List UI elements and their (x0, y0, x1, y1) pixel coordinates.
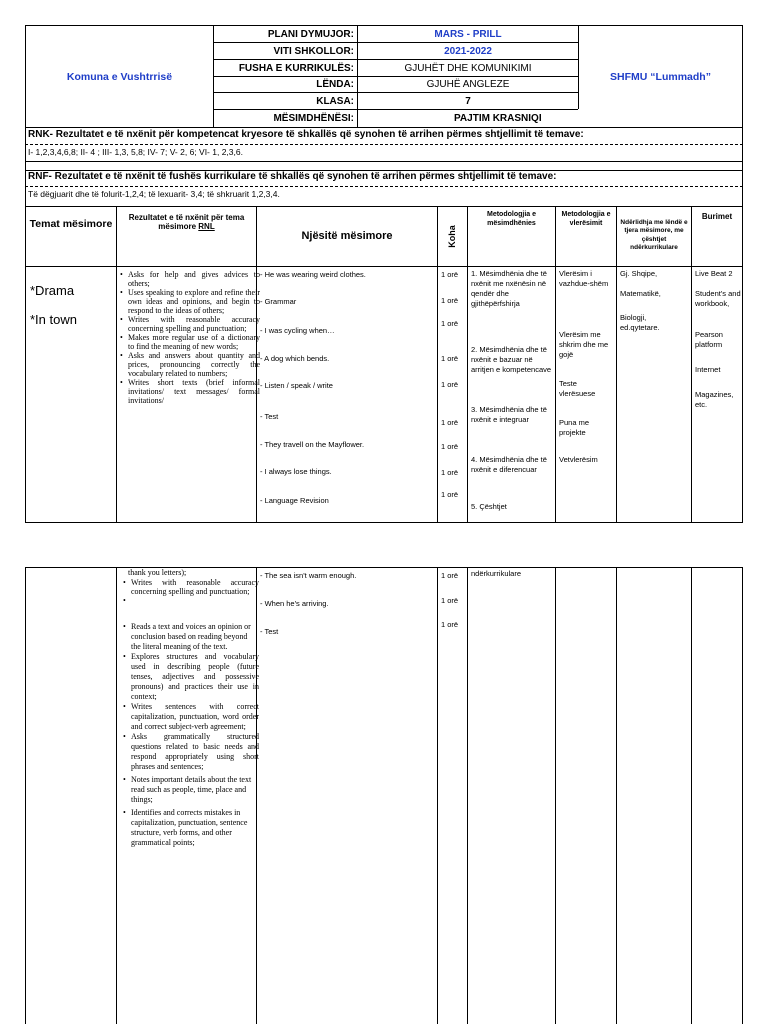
resource-5: Magazines, etc. (695, 390, 734, 409)
municipality-name: Komuna e Vushtrrisë (66, 70, 173, 83)
school-year-value: 2021-2022 (444, 45, 492, 57)
list-item: • Makes more regular use of a dictionary to find the meaning of new words; (128, 333, 260, 351)
list-item: • Asks for help and gives advices to others; (128, 270, 260, 288)
time-item: 1 orë (441, 380, 459, 389)
unit-item: - Listen / speak / write (260, 381, 333, 390)
list-item: • Identifies and corrects mistakes in capitalization, punctuation, sentence structure, verb forms, and other grammatical points; (131, 808, 259, 848)
plan-value: MARS - PRILL (434, 28, 502, 40)
plan-label: PLANI DYMUJOR: (267, 28, 354, 40)
col-header-interdisciplinary: Ndërlidhja me lëndë e tjera mësimore, me çështjet ndërkurrikulare (620, 218, 688, 251)
time-item: 1 orë (441, 596, 459, 605)
assessment-method-2: Vlerësim me shkrim dhe me gojë (559, 330, 609, 359)
list-item: • Asks grammatically structured questions related to basic needs and respond appropriately using short phrases and sentences; (131, 732, 259, 772)
class-value: 7 (465, 95, 471, 107)
subject-value: GJUHË ANGLEZE (426, 79, 510, 90)
curriculum-area-label: FUSHA E KURRIKULËS: (238, 62, 354, 74)
unit-item: - Test (260, 412, 279, 421)
rnf-title: RNF- Rezultatet e të nxënit të fushës kurrikulare të shkallës që synohen të arrihen përmes shtjellimit të temave: (28, 171, 557, 182)
time-item: 1 orë (441, 270, 459, 279)
class-label: KLASA: (316, 95, 354, 107)
unit-item: - They travell on the Mayflower. (260, 440, 365, 449)
time-item: 1 orë (441, 296, 459, 305)
time-item: 1 orë (441, 490, 459, 499)
list-item: • Writes sentences with correct capitalization, punctuation, word order and correct subject-verb agreement; (131, 702, 259, 732)
topic-in-town: *In town (30, 312, 77, 327)
unit-item: - The sea isn't warm enough. (260, 571, 357, 580)
rnk-title: RNK- Rezultatet e të nxënit për kompetencat kryesore të shkallës që synohen të arrihen përmes shtjellimit të temave: (28, 129, 584, 140)
assessment-method-5: Vetvlerësim (559, 455, 598, 464)
time-item: 1 orë (441, 571, 459, 580)
resource-3: Pearson platform (695, 330, 723, 349)
teaching-method-continuation: ndërkurrikulare (471, 569, 522, 578)
teacher-label: MËSIMDHËNËSI: (273, 113, 354, 124)
teaching-method-5: 5. Çështjet (471, 502, 507, 511)
outcomes-list-1 (119, 270, 260, 405)
col-header-outcomes: Rezultatet e të nxënit për tema mësimore RNL (128, 213, 245, 231)
outcomes-list-3 (122, 622, 259, 848)
topic-drama: *Drama (30, 283, 75, 298)
time-item: 1 orë (441, 468, 459, 477)
col-header-topics: Temat mësimore (29, 217, 113, 230)
time-item: 1 orë (441, 319, 459, 328)
subject-label: LËNDA: (316, 79, 354, 90)
time-item: 1 orë (441, 442, 459, 451)
link-subject-3: Biologji, ed.qytetare. (620, 313, 660, 332)
unit-item: - When he's arriving. (260, 599, 329, 608)
list-item: • Writes short texts (brief informal invitations/ text messages/ formal invitations/ (128, 378, 260, 405)
teaching-method-1: 1. Mësimdhënia dhe të nxënit me nxënësin në qendër dhe gjithëpërfshirja (471, 269, 547, 308)
time-item: 1 orë (441, 418, 459, 427)
link-subject-1: Gj. Shqipe, (620, 269, 658, 278)
unit-item: - I was cycling when… (260, 326, 335, 335)
school-name: SHFMU “Lummadh” (610, 70, 711, 83)
link-subject-2: Matematikë, (620, 289, 661, 298)
curriculum-area-value: GJUHËT DHE KOMUNIKIMI (404, 62, 532, 74)
col-header-units: Njësitë mësimore (301, 230, 393, 242)
unit-item: - He was wearing weird clothes. (260, 270, 366, 279)
unit-item: - I always lose things. (260, 467, 332, 476)
unit-item: - Grammar (260, 297, 297, 306)
time-item: 1 orë (441, 620, 459, 629)
assessment-method-4: Puna me projekte (559, 418, 590, 437)
teacher-value: PAJTIM KRASNIQI (454, 113, 542, 124)
teaching-method-2: 2. Mësimdhënia dhe të nxënit e bazuar në arritjen e kompetencave (471, 345, 552, 374)
assessment-method-1: Vlerësim i vazhdue-shëm (559, 269, 609, 288)
list-item: • Asks and answers about quantity and prices, pronouncing correctly the vocabulary related to numbers; (128, 351, 260, 378)
resource-4: Internet (695, 365, 721, 374)
unit-item: - Language Revision (260, 496, 329, 505)
list-item: • Writes with reasonable accuracy concerning spelling and punctuation; (128, 315, 260, 333)
list-item: • Notes important details about the text read such as people, time, place and things; (131, 775, 259, 805)
outcomes-list-2 (122, 578, 259, 600)
list-item: • Writes with reasonable accuracy concerning spelling and punctuation; (131, 578, 259, 596)
list-item: • Reads a text and voices an opinion or conclusion based on reading beyond the literal meaning of the text. (131, 622, 259, 652)
col-header-resources: Burimet (701, 211, 733, 221)
unit-item: - A dog which bends. (260, 354, 330, 363)
resource-1: Live Beat 2 (695, 269, 733, 278)
list-item: • Uses speaking to explore and refine their own ideas and opinions, and begin to respond to the ideas of others; (128, 288, 260, 315)
outcome-continuation: thank you letters); (128, 568, 187, 577)
col-header-assessment-methods: Metodologjia e vlerësimit (561, 211, 611, 227)
rnf-text: Të dëgjuarit dhe të folurit-1,2,4; të lexuarit- 3,4; të shkruarit 1,2,3,4. (28, 189, 280, 199)
col-header-teaching-methods: Metodologjia e mësimdhënies (487, 211, 536, 227)
col-header-time: Koha (447, 225, 457, 248)
school-year-label: VITI SHKOLLOR: (273, 45, 354, 57)
time-item: 1 orë (441, 354, 459, 363)
teaching-method-4: 4. Mësimdhënia dhe të nxënit e diferencuar (471, 455, 547, 474)
list-item: • Explores structures and vocabulary used in describing people (future tenses, adjectives and possessive pronouns) and practices their use in context; (131, 652, 259, 702)
unit-item: - Test (260, 627, 279, 636)
assessment-method-3: Teste vlerësuese (559, 379, 596, 398)
rnk-text: I- 1,2,3,4,6,8; II- 4 ; III- 1,3, 5,8; IV- 7; V- 2, 6; VI- 1, 2,3,6. (28, 147, 243, 157)
resource-2: Student's and workbook, (695, 289, 741, 308)
teaching-method-3: 3. Mësimdhënia dhe të nxënit e integruar (471, 405, 547, 424)
